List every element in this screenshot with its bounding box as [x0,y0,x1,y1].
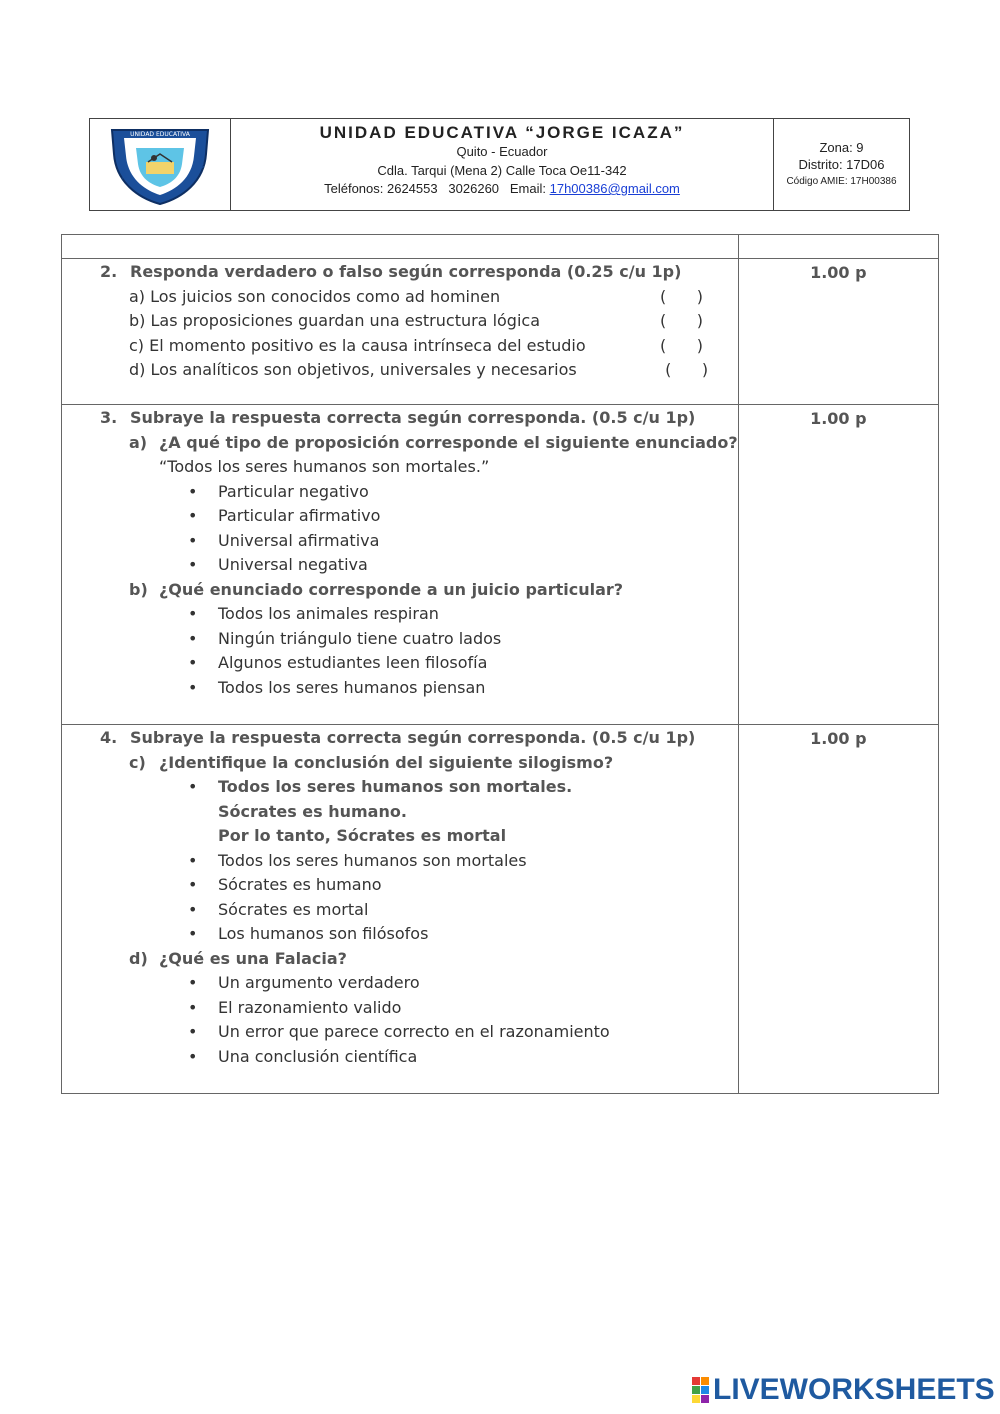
question-4-points: 1.00 p [810,729,867,748]
school-info [231,119,774,210]
question-4-part-d: d) ¿Qué es una Falacia? [129,948,347,968]
school-codes [774,119,909,210]
svg-text:JORGE: JORGE [118,162,127,180]
question-3-points: 1.00 p [810,409,867,428]
question-2-points-cell [738,259,938,405]
syllogism-premise: Sócrates es humano. [218,801,407,821]
question-2-item-a: a) Los juicios son conocidos como ad hominen ( ) [62,285,738,310]
option-item[interactable]: • Sócrates es humano [188,875,382,894]
option-item[interactable]: • Un argumento verdadero [188,973,420,992]
question-4-title: 4. Subraye la respuesta correcta según corresponda. (0.5 c/u 1p) [100,728,696,747]
school-logo [90,119,231,210]
school-header [89,118,910,211]
question-4 [62,725,739,1094]
school-city: Quito - Ecuador [456,144,548,159]
amie-code: Código AMIE: 17H00386 [786,176,897,187]
option-item[interactable]: • Universal afirmativa [188,530,380,550]
svg-text:UNIDAD EDUCATIVA: UNIDAD EDUCATIVA [130,130,190,138]
option-item[interactable]: • Universal negativa [188,555,368,574]
table-header-row [62,235,939,259]
question-3-row [62,405,939,725]
option-item[interactable]: • Algunos estudiantes leen filosofía [188,653,488,672]
school-contact [231,180,773,199]
option-item[interactable]: • Un error que parece correcto en el razonamiento [188,1022,610,1041]
liveworksheets-wordmark: LIVEWORKSHEETS [713,1373,995,1406]
school-phones: Teléfonos: 2624553 3026260 Email: [324,181,550,196]
option-item[interactable]: • Particular negativo [188,481,369,501]
svg-text:ICAZA: ICAZA [196,152,205,169]
option-item[interactable]: • Ningún triángulo tiene cuatro lados [188,628,502,648]
option-item[interactable]: • Los humanos son filósofos [188,924,429,943]
option-item[interactable]: • Todos los seres humanos son mortales [188,850,527,870]
question-3 [62,405,739,725]
option-item[interactable]: • Todos los animales respiran [188,604,439,623]
answer-blank[interactable]: ( ) [660,311,703,330]
zone-label: Zona: 9 [819,140,864,155]
district-label: Distrito: 17D06 [798,157,885,172]
question-2-points: 1.00 p [810,263,867,282]
question-4-part-c: c) ¿Identifique la conclusión del siguiente silogismo? [129,752,614,772]
school-name: UNIDAD EDUCATIVA “JORGE ICAZA” [319,123,685,142]
questions-table [61,234,939,1094]
answer-blank[interactable]: ( ) [660,286,703,306]
question-3-quote: “Todos los seres humanos son mortales.” [159,457,490,476]
question-4-row [62,725,939,1094]
option-item[interactable]: • El razonamiento valido [188,997,402,1017]
question-2-row [62,259,939,405]
school-crest-icon [108,124,212,206]
question-3-title: 3. Subraye la respuesta correcta según corresponda. (0.5 c/u 1p) [100,408,696,427]
liveworksheets-icon [692,1377,709,1403]
question-3-points-cell [738,405,938,725]
answer-blank[interactable]: ( ) [660,360,709,379]
question-3-part-b: b) ¿Qué enunciado corresponde a un juicio particular? [129,579,624,599]
syllogism-conclusion: Por lo tanto, Sócrates es mortal [218,826,507,845]
option-item[interactable]: • Todos los seres humanos piensan [188,677,486,697]
question-3-part-a: a) ¿A qué tipo de proposición corresponde el siguiente enunciado? [129,432,738,452]
question-2-item-c: c) El momento positivo es la causa intrínseca del estudio ( ) [62,334,738,359]
question-2 [62,259,739,405]
option-item[interactable]: • Sócrates es mortal [188,899,369,919]
option-item[interactable]: • Una conclusión científica [188,1046,418,1066]
answer-blank[interactable]: ( ) [660,335,703,355]
liveworksheets-logo[interactable] [692,1374,995,1406]
option-item[interactable]: • Particular afirmativo [188,506,381,525]
question-2-item-d: d) Los analíticos son objetivos, universales y necesarios ( ) [62,358,738,383]
question-4-points-cell [738,725,938,1094]
question-2-title: 2. Responda verdadero o falso según corresponda (0.25 c/u 1p) [100,262,682,281]
school-email-link[interactable]: 17h00386@gmail.com [549,181,680,196]
school-address: Cdla. Tarqui (Mena 2) Calle Toca Oe11-342 [377,162,627,178]
syllogism-premise: • Todos los seres humanos son mortales. [188,777,573,796]
question-2-item-b: b) Las proposiciones guardan una estructura lógica ( ) [62,309,738,334]
